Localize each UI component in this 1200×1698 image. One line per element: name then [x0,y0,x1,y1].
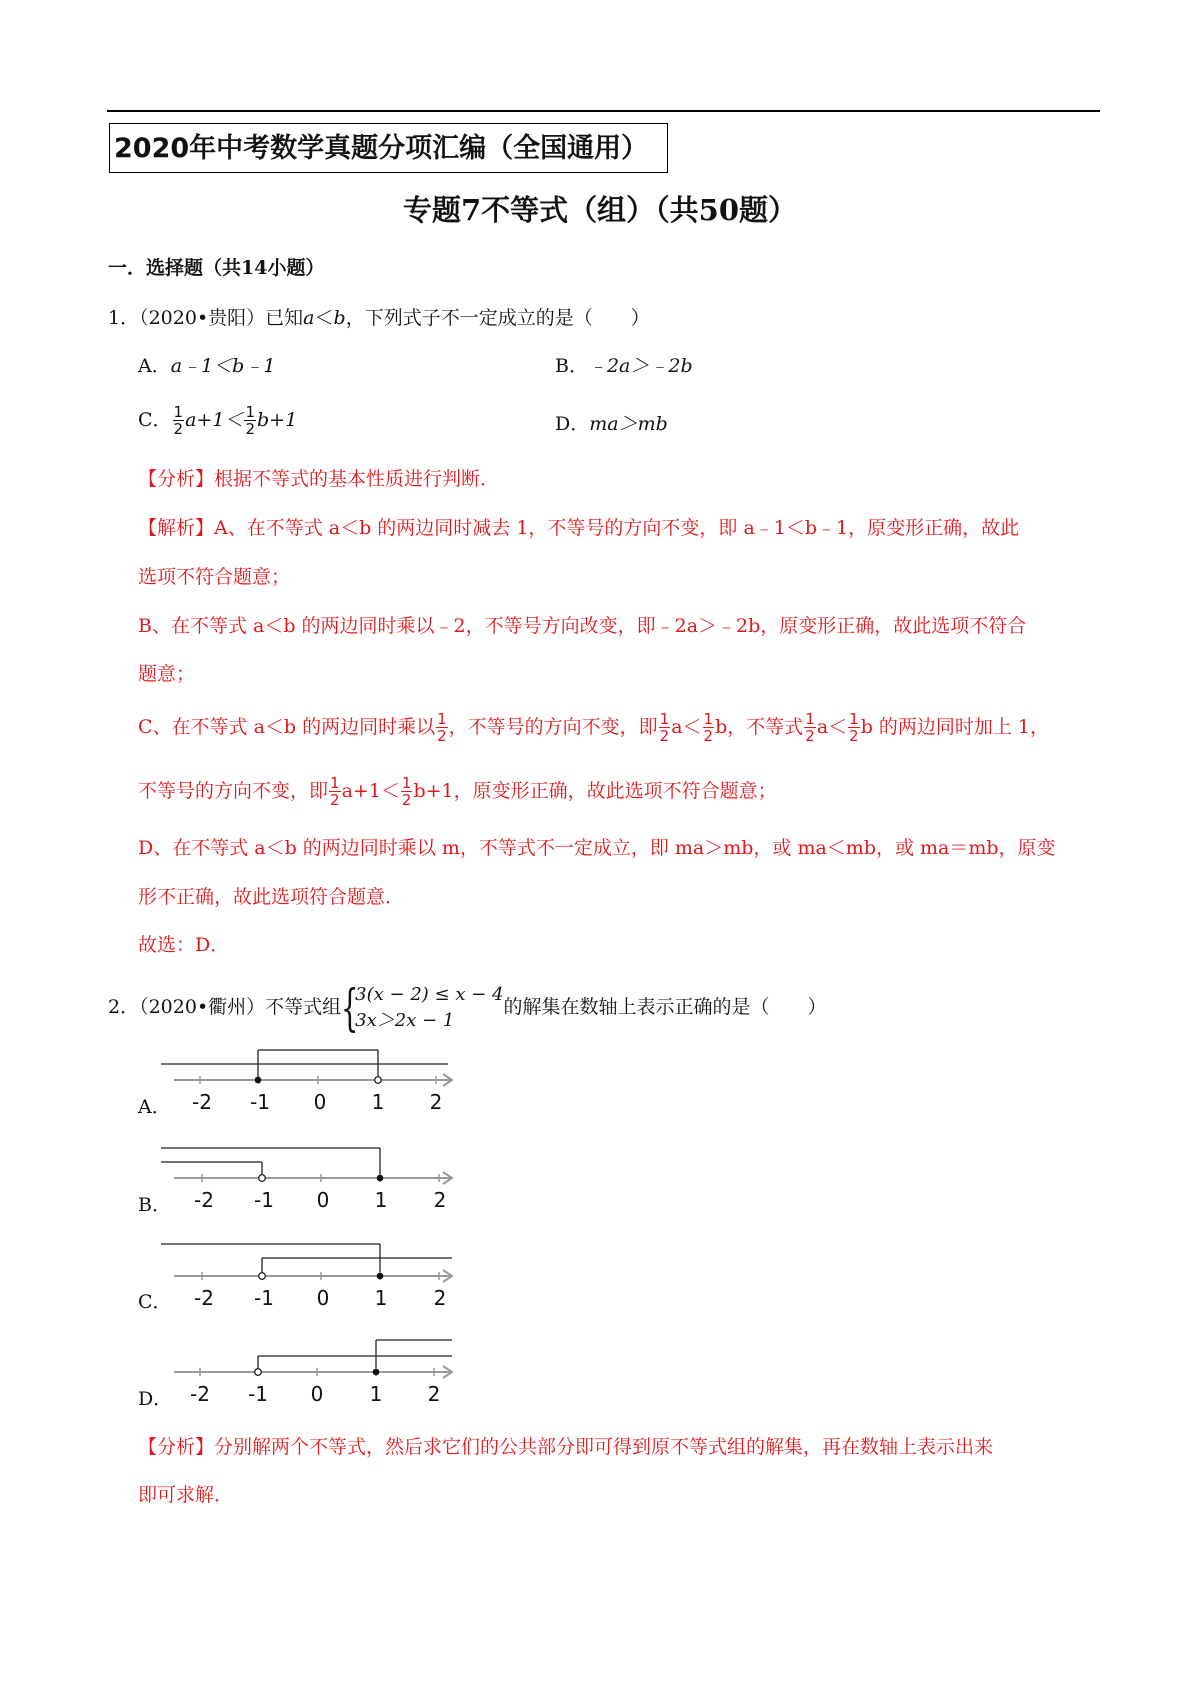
tick-label: -2 [194,1286,214,1310]
q2-option-c-label[interactable]: C． [138,1291,172,1313]
q1-solution-a-line1: 【解析】A、在不等式 a＜b 的两边同时减去 1，不等号的方向不变，即 a﹣1＜b﹣1，原变形正确，故此 [138,517,1020,539]
topic-title: 专题7不等式（组）（共50题） [402,193,798,227]
tick-label: -1 [254,1188,274,1212]
inequality-system: { 3(x − 2) ≤ x − 4 3x＞2x − 1 [341,979,504,1037]
fraction: $\frac{1}{2}$ [659,710,670,745]
fraction: $\frac{1}{2}$ [245,403,255,438]
tick-label: 2 [433,1188,447,1212]
q1-analysis: 【分析】根据不等式的基本性质进行判断． [138,468,500,490]
tick-label: -1 [248,1382,268,1406]
fraction: $\frac{1}{2}$ [330,774,340,809]
tick-label: 2 [429,1090,443,1114]
numberline-a [161,1050,452,1086]
q1-solution-d-line2: 形不正确，故此选项符合题意． [138,886,405,908]
tick-label: -2 [190,1382,210,1406]
q1-solution-d-line1: D、在不等式 a＜b 的两边同时乘以 m，不等式不一定成立，即 ma＞mb，或 ma＜mb，或 ma＝mb，原变 [138,837,1056,859]
fraction: $\frac{1}{2}$ [849,710,859,745]
question-2-stem: 2．（2020•衢州）不等式组 { 3(x − 2) ≤ x − 4 3x＞2x − 1 的解集在数轴上表示正确的是（ ） [108,979,827,1037]
tick-label: -2 [192,1090,212,1114]
tick-label: 1 [374,1188,388,1212]
q1-option-d[interactable]: D．ma＞mb [555,413,668,435]
tick-label: 0 [316,1188,330,1212]
fraction: $\frac{1}{2}$ [805,710,815,745]
fraction: $\frac{1}{2}$ [173,403,184,438]
q1-solution-a-line2: 选项不符合题意； [138,566,291,588]
tick-label: 0 [310,1382,324,1406]
q1-solution-b-line1: B、在不等式 a＜b 的两边同时乘以﹣2，不等号方向改变，即﹣2a＞﹣2b，原变形正确，故此选项不符合 [138,615,1027,637]
q2-option-b-numberline[interactable] [160,1142,460,1218]
q2-option-a-numberline[interactable] [160,1044,460,1120]
q1-answer: 故选：D． [138,934,230,956]
tick-label: 0 [316,1286,330,1310]
q1-solution-c-line2: 不等号的方向不变，即 $\frac{1}{2}$ a+1＜ $\frac{1}{2}$ b+1，原变形正确，故此选项不符合题意； [138,774,777,809]
fraction: $\frac{1}{2}$ [401,774,412,809]
q2-option-d-numberline[interactable] [160,1336,460,1412]
q1-solution-c-line1: C、在不等式 a＜b 的两边同时乘以 $\frac{1}{2}$ ，不等号的方向不变，即 $\frac{1}{2}$ a＜ $\frac{1}{2}$ b，不等式 $\frac{1}{2}$ a＜ $\frac{1}{2}$ b 的两边同时加上 1， [138,710,1050,745]
question-1-stem: 1．（2020•贵阳）已知a＜b，下列式子不一定成立的是（ ） [108,307,650,329]
tick-label: 1 [371,1090,385,1114]
tick-label: -1 [254,1286,274,1310]
tick-label: 2 [427,1382,441,1406]
tick-label: 1 [374,1286,388,1310]
header-rule [107,110,1100,112]
tick-label: -1 [250,1090,270,1114]
q2-option-d-label[interactable]: D． [138,1388,173,1410]
tick-label: 2 [433,1286,447,1310]
q1-option-b[interactable]: B．﹣2a＞﹣2b [555,355,693,377]
tick-label: 1 [369,1382,383,1406]
q2-option-b-label[interactable]: B． [138,1194,171,1216]
q1-solution-b-line2: 题意； [138,663,196,685]
q2-analysis-line1: 【分析】分别解两个不等式，然后求它们的公共部分即可得到原不等式组的解集，再在数轴上表示出来 [138,1436,994,1458]
fraction: $\frac{1}{2}$ [703,710,714,745]
q2-analysis-line2: 即可求解． [138,1484,234,1506]
q2-option-a-label[interactable]: A． [138,1096,171,1118]
fraction: $\frac{1}{2}$ [437,710,447,745]
tick-label: 0 [313,1090,327,1114]
collection-title: 2020年中考数学真题分项汇编（全国通用） [109,123,668,173]
q1-option-c[interactable]: C． $\frac{1}{2}$ a+1＜ $\frac{1}{2}$ b+1 [138,403,298,438]
q1-option-a[interactable]: A．a﹣1＜b﹣1 [138,355,276,377]
q2-option-c-numberline[interactable] [160,1240,460,1316]
brace-icon: { [341,979,359,1037]
section-heading: 一．选择题（共14小题） [108,257,325,279]
tick-label: -2 [194,1188,214,1212]
